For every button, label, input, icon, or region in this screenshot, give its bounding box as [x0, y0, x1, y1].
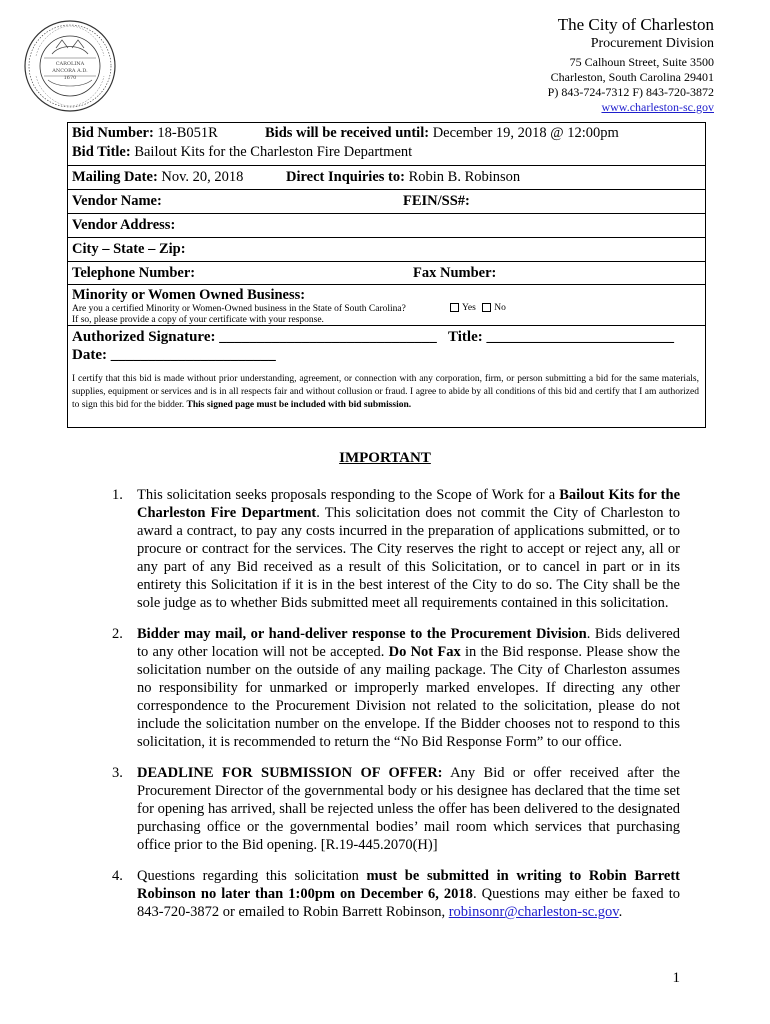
item-text: .	[618, 904, 623, 920]
no-label: No	[494, 303, 506, 313]
seal-inner-line-2: ANCORA A.D.	[52, 68, 88, 74]
signature-line: _____________________________	[215, 329, 437, 345]
vendor-address-row[interactable]	[68, 214, 705, 238]
fax-label: Fax Number:	[413, 265, 497, 281]
item-number: 4.	[112, 868, 123, 884]
minority-note: If so, please provide a copy of your certificate with your response.	[72, 315, 324, 325]
item-bold: DEADLINE FOR SUBMISSION OF OFFER:	[137, 765, 443, 781]
letterhead-citystate: Charleston, South Carolina 29401	[550, 69, 714, 84]
bid-number-row	[68, 123, 705, 146]
title-field[interactable]	[448, 329, 674, 346]
letterhead-city: The City of Charleston	[557, 15, 714, 34]
title-line: _________________________	[482, 329, 674, 345]
list-item	[112, 486, 680, 612]
yes-label: Yes	[462, 303, 476, 313]
yes-no-options	[450, 303, 506, 313]
telephone-label: Telephone Number:	[72, 265, 196, 281]
vendor-name-label: Vendor Name:	[72, 193, 162, 209]
city-seal-icon	[22, 18, 118, 114]
signature-row	[68, 326, 705, 370]
minority-row	[68, 285, 705, 326]
vendor-name-row[interactable]	[68, 190, 705, 214]
important-list	[112, 486, 680, 934]
item-bold: Bailout Kits for the Charleston Fire Department	[137, 487, 681, 521]
list-item	[112, 625, 680, 751]
list-item	[112, 764, 680, 854]
item-text: . Bids delivered to any other location will not be accepted.	[137, 626, 680, 660]
certification-text	[72, 373, 699, 412]
signature-field[interactable]	[72, 329, 437, 346]
bid-number-value: 18-B051R	[153, 125, 218, 141]
email-link[interactable]: robinsonr@charleston-sc.gov	[448, 904, 619, 920]
direct-inquiries-label: Direct Inquiries to:	[286, 169, 405, 185]
seal-inner-line-3: 1670	[63, 75, 77, 81]
bid-form	[67, 122, 706, 428]
city-state-zip-row[interactable]	[68, 238, 705, 262]
date-label: Date:	[72, 347, 107, 363]
bid-number-label: Bid Number:	[72, 125, 154, 141]
item-text: Questions regarding this solicitation	[137, 868, 367, 884]
letterhead	[548, 14, 714, 115]
list-item	[112, 867, 680, 921]
city-state-zip-label: City – State – Zip:	[72, 241, 186, 257]
vendor-address-label: Vendor Address:	[72, 217, 176, 233]
yes-checkbox[interactable]	[450, 303, 459, 312]
date-field[interactable]	[72, 347, 276, 364]
item-text: . This solicitation does not commit the City of Charleston to award a contract, to pay any costs incurred in the preparation of applications submitted, or to procure or contract for the services. The City reserves the right to accept or reject any, all or any part of any Bid received as a result of this Solicitation, or to cancel in part or in its entirety this Solicitation if it is in the best interest of the City to do so. The City shall be the sole judge as to whether Bids submitted meet all requirements contained in this solicitation.	[137, 505, 680, 611]
item-number: 3.	[112, 765, 123, 781]
fein-label: FEIN/SS#:	[403, 193, 470, 209]
minority-label: Minority or Women Owned Business:	[72, 287, 306, 303]
item-text: . Questions may either be faxed to 843-720-3872 or emailed to Robin Barrett Robinson,	[137, 886, 681, 920]
item-text: Any Bid or offer received after the Procurement Director of the governmental body or his designee has declared that the time set for opening has arrived, shall be rejected unless the offer has been delivered to the designated purchasing office or the governmental bodies’ mail room which services that purchasing office prior to the Bid opening. [R.19-445.2070(H)]	[137, 765, 680, 853]
item-bold: must be submitted in writing to Robin Barrett Robinson no later than 1:00pm on December 6, 2018	[137, 868, 680, 902]
bid-title-row	[68, 144, 705, 166]
signature-label: Authorized Signature:	[72, 329, 216, 345]
no-checkbox[interactable]	[482, 303, 491, 312]
direct-inquiries-value: Robin B. Robinson	[404, 169, 521, 185]
letterhead-phone: P) 843-724-7312 F) 843-720-3872	[547, 84, 714, 99]
minority-question: Are you a certified Minority or Women-Owned business in the State of South Carolina?	[72, 304, 406, 314]
title-label: Title:	[448, 329, 483, 345]
date-line: ______________________	[106, 347, 276, 363]
certify-bold: This signed page must be included with bid submission.	[186, 400, 412, 411]
bid-title-label: Bid Title:	[72, 144, 131, 160]
bids-received-label: Bids will be received until:	[265, 125, 430, 141]
certify-text: I certify that this bid is made without prior understanding, agreement, or connection with any corporation, firm, or person submitting a bid for the same materials, supplies, equipment or services and is in all respects fair and without collusion or fraud. I agree to abide by all conditions of this bid and certify that I am authorized to sign this bid for the bidder.	[72, 374, 699, 411]
important-heading: IMPORTANT	[339, 450, 431, 466]
item-text: in the Bid response. Please show the solicitation number on the outside of any mailing package. The City of Charleston assumes no responsibility for unmarked or improperly marked envelopes. If directing any other correspondence to the Procurement Division not related to the solicitation, please do not include the solicitation number on the envelope. If the Bidder chooses not to respond to this solicitation, it is recommended to return the “No Bid Response Form” to our office.	[137, 644, 680, 750]
mailing-date-label: Mailing Date:	[72, 169, 158, 185]
mailing-date-row	[68, 166, 705, 190]
item-number: 2.	[112, 626, 123, 642]
item-bold: Do Not Fax	[388, 644, 461, 660]
bid-title-value: Bailout Kits for the Charleston Fire Department	[130, 144, 413, 160]
seal-inner-line-1: CAROLINA	[55, 61, 85, 67]
item-number: 1.	[112, 487, 123, 503]
letterhead-division: Procurement Division	[590, 36, 714, 52]
page-number: 1	[672, 970, 680, 986]
telephone-row[interactable]	[68, 262, 705, 285]
mailing-date-value: Nov. 20, 2018	[157, 169, 244, 185]
item-bold: Bidder may mail, or hand-deliver response to the Procurement Division	[137, 626, 587, 642]
letterhead-street: 75 Calhoun Street, Suite 3500	[569, 54, 714, 69]
bids-received-value: December 19, 2018 @ 12:00pm	[429, 125, 619, 141]
letterhead-website-link[interactable]: www.charleston-sc.gov	[601, 99, 714, 114]
item-text: This solicitation seeks proposals responding to the Scope of Work for a	[137, 487, 560, 503]
